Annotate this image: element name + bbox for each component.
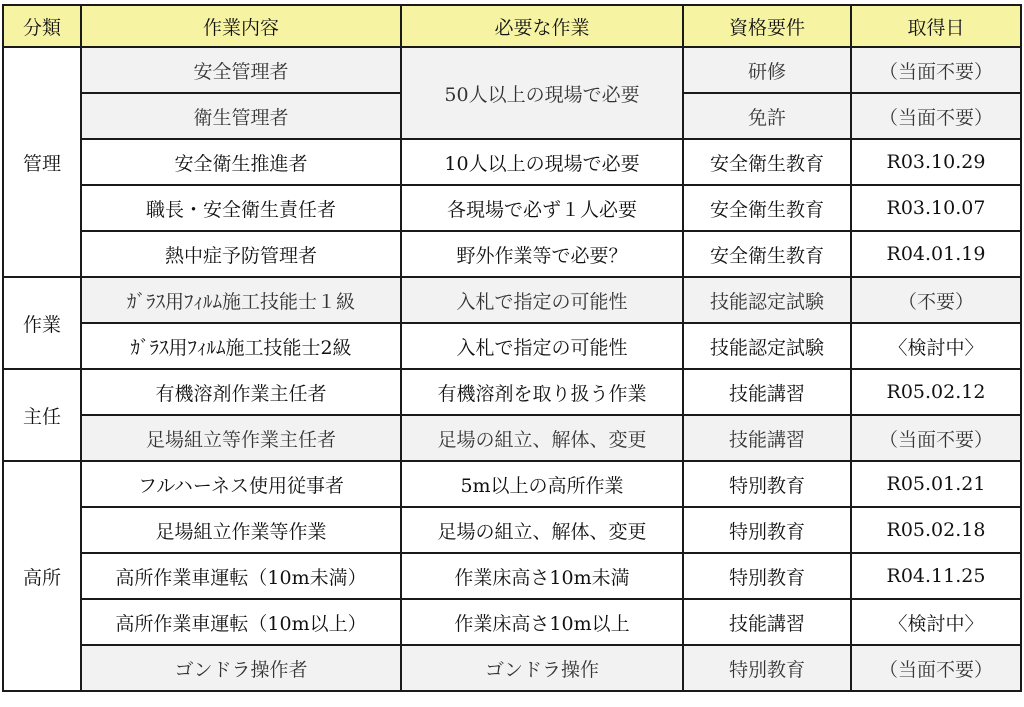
acquired-date-cell: R04.11.25 [851, 553, 1021, 599]
header-qualification: 資格要件 [683, 5, 851, 47]
header-acquired-date: 取得日 [851, 5, 1021, 47]
table-row [3, 507, 1021, 553]
acquired-date-cell: （当面不要） [851, 415, 1021, 461]
task-cell: 衛生管理者 [81, 93, 401, 139]
requirement-cell: 足場の組立、解体、変更 [401, 507, 683, 553]
requirement-cell: 50人以上の現場で必要 [401, 47, 683, 139]
table-row [3, 185, 1021, 231]
table-row [3, 231, 1021, 277]
category-cell: 作業 [3, 277, 81, 369]
qualification-cell: 安全衛生教育 [683, 231, 851, 277]
qualification-cell: 技能認定試験 [683, 323, 851, 369]
acquired-date-cell: （当面不要） [851, 645, 1021, 691]
header-task: 作業内容 [81, 5, 401, 47]
task-cell: 高所作業車運転（10m以上） [81, 599, 401, 645]
qualification-cell: 免許 [683, 93, 851, 139]
qualification-cell: 特別教育 [683, 553, 851, 599]
qualification-cell: 特別教育 [683, 645, 851, 691]
requirement-cell: 足場の組立、解体、変更 [401, 415, 683, 461]
table-header [3, 5, 1021, 47]
header-row [3, 5, 1021, 47]
qualification-table [2, 4, 1022, 692]
table-row [3, 461, 1021, 507]
acquired-date-cell: R05.02.12 [851, 369, 1021, 415]
requirement-cell: 作業床高さ10m以上 [401, 599, 683, 645]
qualification-cell: 技能講習 [683, 369, 851, 415]
qualification-cell: 技能認定試験 [683, 277, 851, 323]
table-row [3, 277, 1021, 323]
task-cell: 足場組立等作業主任者 [81, 415, 401, 461]
task-cell: 有機溶剤作業主任者 [81, 369, 401, 415]
acquired-date-cell: R05.02.18 [851, 507, 1021, 553]
requirement-cell: 入札で指定の可能性 [401, 277, 683, 323]
header-category: 分類 [3, 5, 81, 47]
acquired-date-cell: 〈検討中〉 [851, 599, 1021, 645]
requirement-cell: 5m以上の高所作業 [401, 461, 683, 507]
task-cell: 高所作業車運転（10m未満） [81, 553, 401, 599]
task-cell: 安全管理者 [81, 47, 401, 93]
task-cell: ｶﾞﾗｽ用ﾌｨﾙﾑ施工技能士2級 [81, 323, 401, 369]
category-cell: 主任 [3, 369, 81, 461]
acquired-date-cell: R05.01.21 [851, 461, 1021, 507]
table-body [3, 47, 1021, 691]
acquired-date-cell: （当面不要） [851, 47, 1021, 93]
table-row [3, 139, 1021, 185]
qualification-table-container [2, 4, 1022, 692]
table-row [3, 599, 1021, 645]
requirement-cell: 野外作業等で必要？ [401, 231, 683, 277]
table-row [3, 369, 1021, 415]
acquired-date-cell: R03.10.07 [851, 185, 1021, 231]
qualification-cell: 研修 [683, 47, 851, 93]
task-cell: ゴンドラ操作者 [81, 645, 401, 691]
task-cell: 足場組立作業等作業 [81, 507, 401, 553]
qualification-cell: 特別教育 [683, 461, 851, 507]
table-row [3, 645, 1021, 691]
table-row [3, 47, 1021, 93]
requirement-cell: 入札で指定の可能性 [401, 323, 683, 369]
requirement-cell: 10人以上の現場で必要 [401, 139, 683, 185]
header-requirement: 必要な作業 [401, 5, 683, 47]
task-cell: フルハーネス使用従事者 [81, 461, 401, 507]
table-row [3, 323, 1021, 369]
task-cell: 職長・安全衛生責任者 [81, 185, 401, 231]
requirement-cell: 各現場で必ず１人必要 [401, 185, 683, 231]
task-cell: ｶﾞﾗｽ用ﾌｨﾙﾑ施工技能士１級 [81, 277, 401, 323]
qualification-cell: 安全衛生教育 [683, 185, 851, 231]
qualification-cell: 技能講習 [683, 599, 851, 645]
acquired-date-cell: R03.10.29 [851, 139, 1021, 185]
category-cell: 管理 [3, 47, 81, 277]
requirement-cell: 有機溶剤を取り扱う作業 [401, 369, 683, 415]
requirement-cell: 作業床高さ10m未満 [401, 553, 683, 599]
acquired-date-cell: （不要） [851, 277, 1021, 323]
acquired-date-cell: 〈検討中〉 [851, 323, 1021, 369]
qualification-cell: 特別教育 [683, 507, 851, 553]
task-cell: 安全衛生推進者 [81, 139, 401, 185]
acquired-date-cell: （当面不要） [851, 93, 1021, 139]
category-cell: 高所 [3, 461, 81, 691]
qualification-cell: 技能講習 [683, 415, 851, 461]
task-cell: 熱中症予防管理者 [81, 231, 401, 277]
qualification-cell: 安全衛生教育 [683, 139, 851, 185]
requirement-cell: ゴンドラ操作 [401, 645, 683, 691]
table-row [3, 415, 1021, 461]
table-row [3, 553, 1021, 599]
acquired-date-cell: R04.01.19 [851, 231, 1021, 277]
